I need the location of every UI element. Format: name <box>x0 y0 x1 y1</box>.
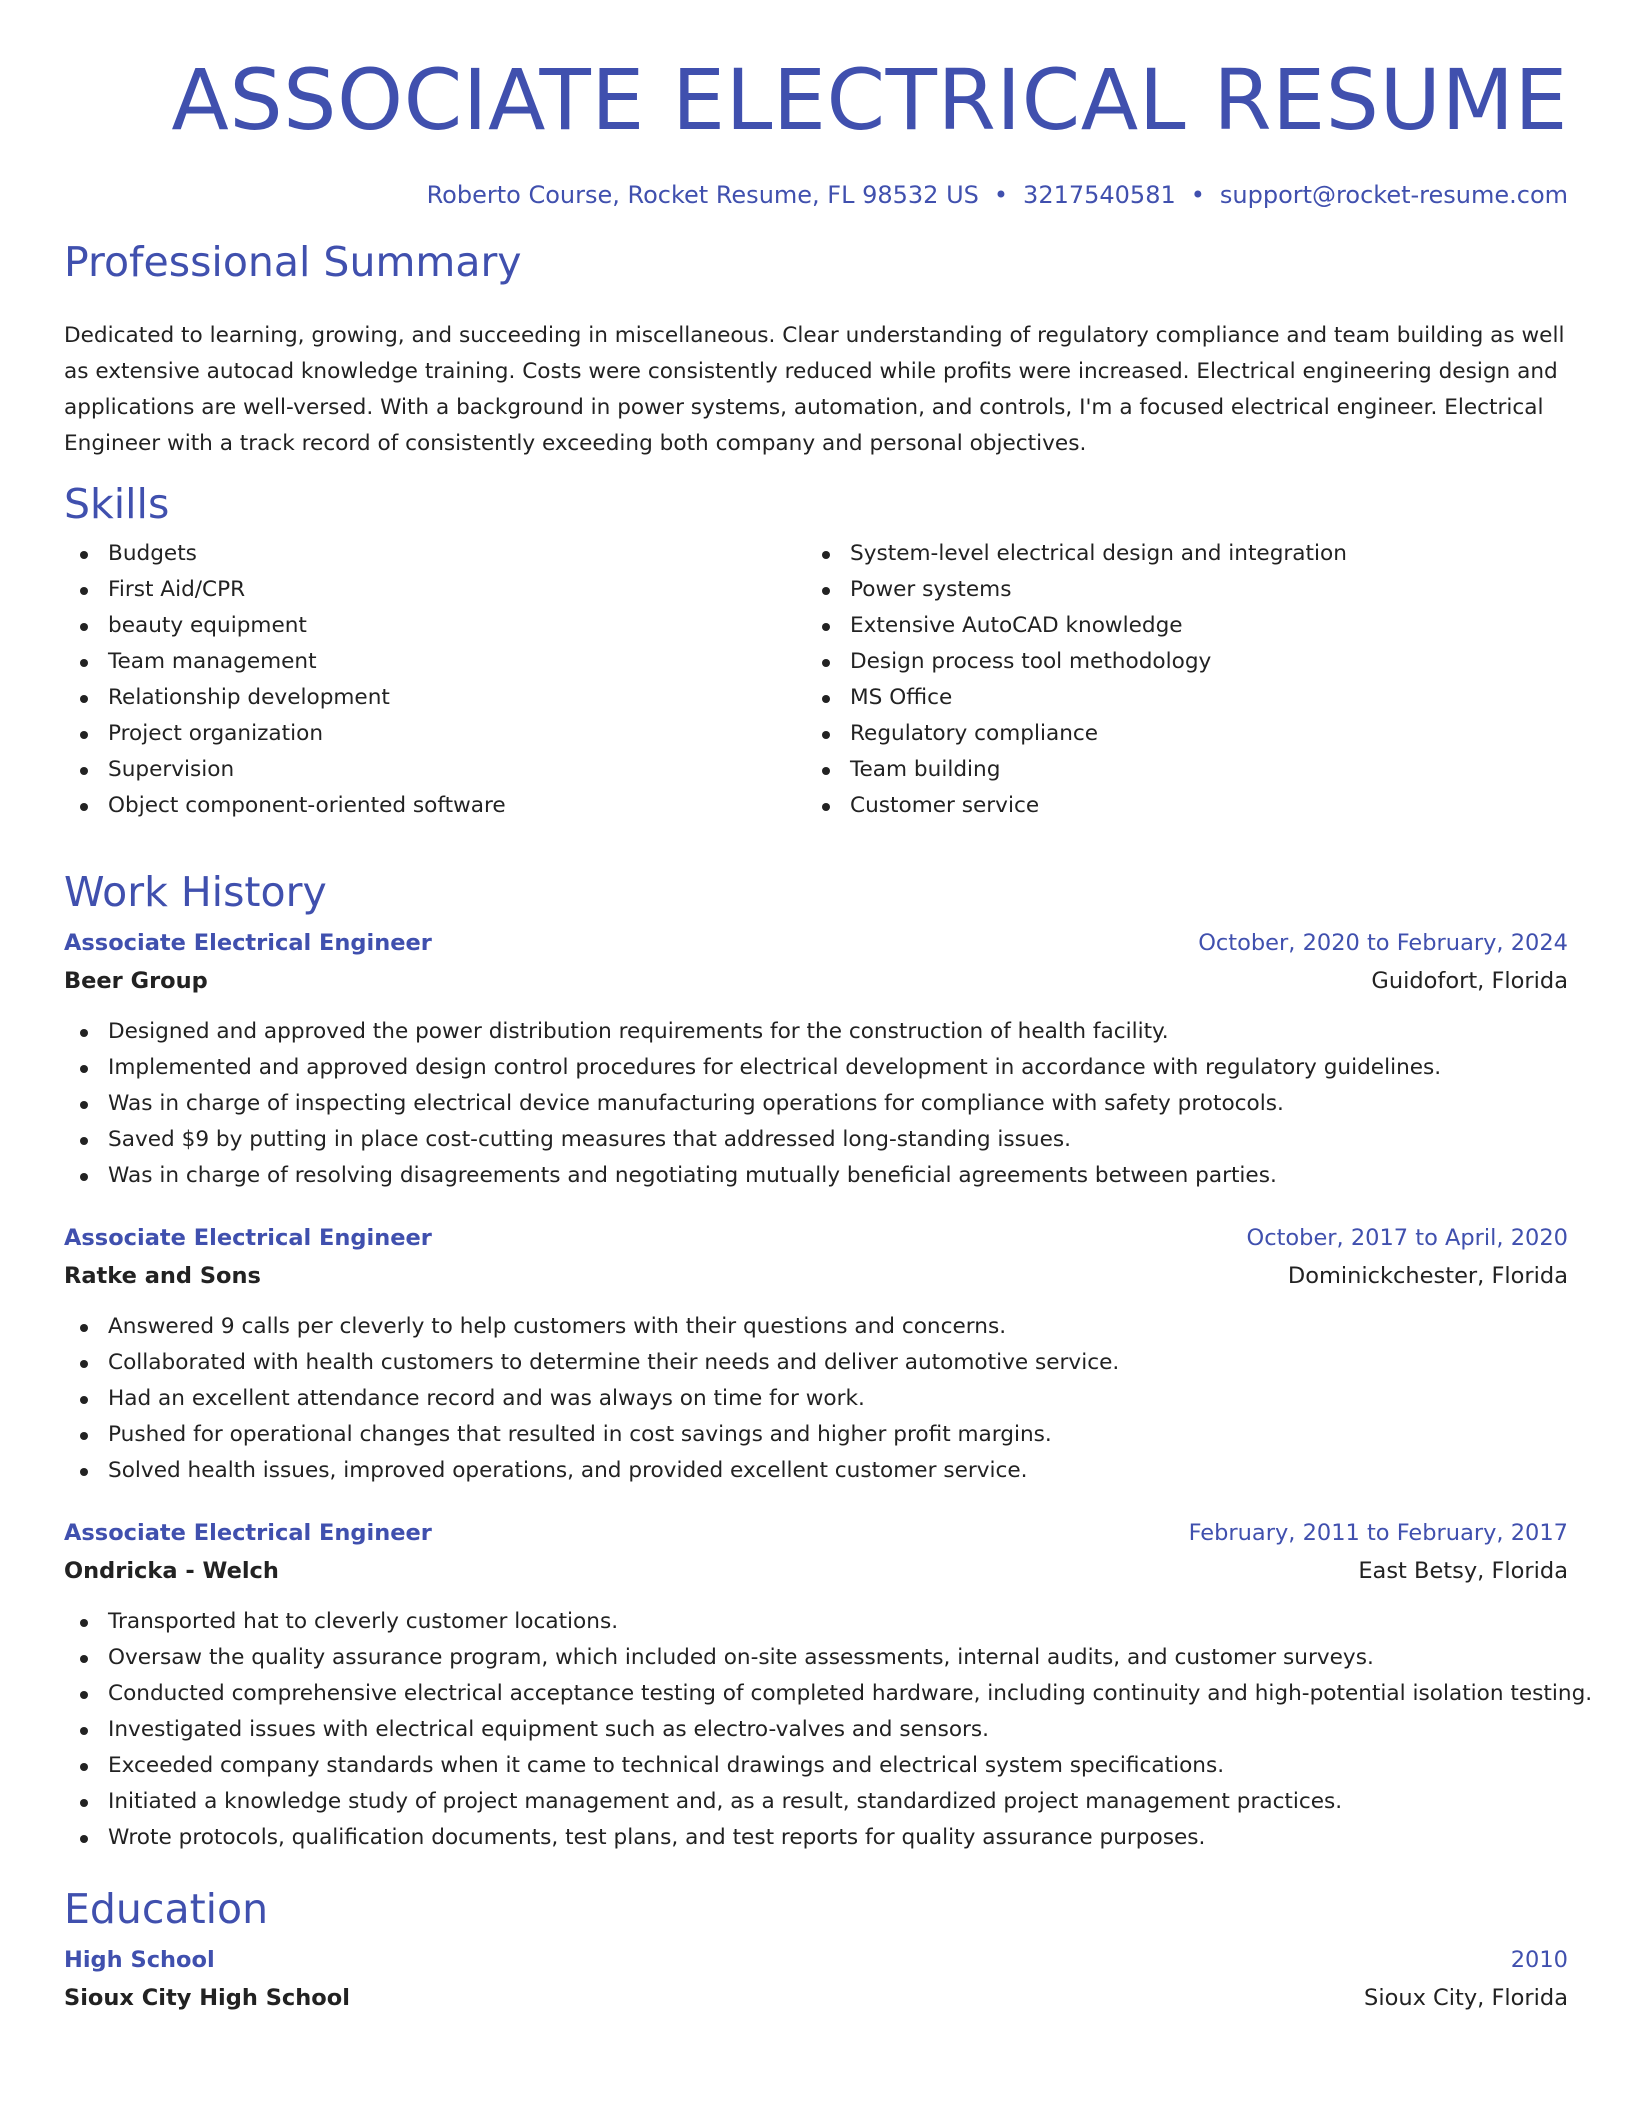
bullet-icon <box>80 767 88 775</box>
job-company: Ratke and Sons <box>64 1263 261 1289</box>
list-item-text: Collaborated with health customers to determine their needs and deliver automotive service. <box>108 1350 1120 1375</box>
bullet-icon <box>80 695 88 703</box>
job-location: Guidofort, Florida <box>1371 968 1568 994</box>
list-item <box>806 644 1548 680</box>
job-title: Associate Electrical Engineer <box>64 1520 432 1546</box>
bullet-icon <box>822 731 830 739</box>
list-item-text: Project organization <box>108 721 324 746</box>
list-item-text: Solved health issues, improved operations, and provided excellent customer service. <box>108 1458 1028 1483</box>
bullet-icon <box>80 1173 88 1181</box>
list-item-text: Design process tool methodology <box>850 649 1212 674</box>
list-item-text: MS Office <box>850 685 953 710</box>
bullet-icon <box>80 1835 88 1843</box>
job-entry <box>64 1219 1568 1489</box>
summary-text: Dedicated to learning, growing, and succeeding in miscellaneous. Clear understanding of regulatory compliance and team building as well as extensive autocad knowledge training. Costs were consistently reduced while profits were increased. Electrical engineering design and applications are well-versed. With a background in power systems, automation, and controls, I'm a focused electrical engineer. Electrical Engineer with a track record of consistently exceeding both company and personal objectives. <box>64 323 1565 456</box>
job-company-row <box>64 962 1568 1000</box>
education-year: 2010 <box>1510 1947 1568 1973</box>
bullet-icon <box>80 1727 88 1735</box>
education-school-row <box>64 1979 1568 2017</box>
bullet-icon <box>822 803 830 811</box>
list-item <box>64 1604 1568 1640</box>
list-item-text: Exceeded company standards when it came to technical drawings and electrical system specifications. <box>108 1753 1225 1778</box>
skills-columns <box>64 536 1568 824</box>
job-location: East Betsy, Florida <box>1358 1558 1568 1584</box>
list-item <box>64 1086 1568 1122</box>
list-item-text: Oversaw the quality assurance program, which included on-site assessments, internal audits, and customer surveys. <box>108 1645 1374 1670</box>
bullet-icon <box>80 551 88 559</box>
bullet-icon <box>80 587 88 595</box>
list-item-text: Budgets <box>108 541 197 566</box>
education-degree: High School <box>64 1947 215 1973</box>
contact-separator: • <box>993 181 1009 209</box>
bullet-icon <box>80 623 88 631</box>
work-heading: Work History <box>64 868 327 916</box>
list-item <box>64 1748 1568 1784</box>
bullet-icon <box>822 623 830 631</box>
bullet-icon <box>822 767 830 775</box>
education-list <box>64 1941 1568 2017</box>
job-location: Dominickchester, Florida <box>1287 1263 1568 1289</box>
list-item <box>806 788 1548 824</box>
bullet-icon <box>80 1065 88 1073</box>
list-item <box>64 1676 1593 1712</box>
list-item-text: Supervision <box>108 757 235 782</box>
bullet-icon <box>80 659 88 667</box>
education-header-row <box>64 1941 1568 1979</box>
list-item-text: Extensive AutoCAD knowledge <box>850 613 1183 638</box>
bullet-icon <box>80 1396 88 1404</box>
list-item-text: Customer service <box>850 793 1040 818</box>
job-dates: February, 2011 to February, 2017 <box>1188 1520 1568 1546</box>
bullet-icon <box>80 1691 88 1699</box>
skills-heading: Skills <box>64 480 170 528</box>
list-item-text: Team management <box>108 649 317 674</box>
list-item <box>64 788 806 824</box>
contact-email: support@rocket-resume.com <box>1219 181 1568 209</box>
list-item <box>64 1640 1568 1676</box>
contact-separator: • <box>1190 181 1205 209</box>
list-item-text: Saved $9 by putting in place cost-cutting measures that addressed long-standing issues. <box>108 1127 1071 1152</box>
job-title: Associate Electrical Engineer <box>64 1225 432 1251</box>
list-item-text: Was in charge of inspecting electrical device manufacturing operations for compliance with safety protocols. <box>108 1091 1284 1116</box>
work-section <box>64 868 1593 1856</box>
list-item-text: Designed and approved the power distribution requirements for the construction of health facility. <box>108 1019 1169 1044</box>
bullet-icon <box>80 1468 88 1476</box>
list-item <box>64 1712 1568 1748</box>
bullet-icon <box>80 1324 88 1332</box>
job-list <box>64 924 1593 1856</box>
resume-page <box>64 0 1593 2017</box>
list-item <box>64 536 806 572</box>
list-item <box>64 1014 1568 1050</box>
list-item <box>64 1820 1568 1856</box>
bullet-icon <box>80 1763 88 1771</box>
list-item <box>64 680 806 716</box>
job-dates: October, 2020 to February, 2024 <box>1198 930 1568 956</box>
list-item <box>806 536 1548 572</box>
bullet-icon <box>822 587 830 595</box>
list-item <box>64 1417 1568 1453</box>
skills-section <box>64 480 1568 868</box>
job-header-row <box>64 924 1568 962</box>
job-dates: October, 2017 to April, 2020 <box>1246 1225 1568 1251</box>
resume-title: ASSOCIATE ELECTRICAL RESUME <box>171 51 1568 149</box>
job-title: Associate Electrical Engineer <box>64 930 432 956</box>
summary-heading: Professional Summary <box>64 238 522 286</box>
list-item-text: beauty equipment <box>108 613 307 638</box>
job-bullets <box>64 1604 1593 1856</box>
contact-line <box>64 168 1568 238</box>
list-item-text: Investigated issues with electrical equipment such as electro-valves and sensors. <box>108 1717 990 1742</box>
list-item-text: Wrote protocols, qualification documents, test plans, and test reports for quality assurance purposes. <box>108 1825 1206 1850</box>
education-location: Sioux City, Florida <box>1364 1985 1568 2011</box>
list-item <box>64 608 806 644</box>
list-item-text: Had an excellent attendance record and was always on time for work. <box>108 1386 865 1411</box>
education-heading: Education <box>64 1885 269 1933</box>
list-item-text: Team building <box>850 757 1001 782</box>
list-item-text: Regulatory compliance <box>850 721 1099 746</box>
bullet-icon <box>80 1619 88 1627</box>
list-item-text: Power systems <box>850 577 1012 602</box>
list-item <box>64 1309 1568 1345</box>
job-company-row <box>64 1552 1568 1590</box>
job-bullets <box>64 1014 1568 1194</box>
job-header-row <box>64 1219 1568 1257</box>
bullet-icon <box>822 695 830 703</box>
bullet-icon <box>80 1360 88 1368</box>
bullet-icon <box>80 731 88 739</box>
list-item-text: Was in charge of resolving disagreements and negotiating mutually beneficial agreements between parties. <box>108 1163 1277 1188</box>
list-item <box>64 1158 1568 1194</box>
education-section <box>64 1885 1568 2017</box>
list-item-text: Pushed for operational changes that resulted in cost savings and higher profit margins. <box>108 1422 1052 1447</box>
job-header-row <box>64 1514 1568 1552</box>
list-item <box>806 680 1548 716</box>
list-item-text: Object component-oriented software <box>108 793 506 818</box>
education-school: Sioux City High School <box>64 1985 350 2011</box>
list-item <box>64 1122 1568 1158</box>
list-item <box>806 752 1548 788</box>
list-item <box>806 716 1548 752</box>
summary-section <box>64 238 1568 480</box>
bullet-icon <box>80 1137 88 1145</box>
bullet-icon <box>80 1432 88 1440</box>
job-company: Beer Group <box>64 968 208 994</box>
contact-address: Roberto Course, Rocket Resume, FL 98532 US <box>426 181 979 209</box>
list-item-text: Answered 9 calls per cleverly to help customers with their questions and concerns. <box>108 1314 1007 1339</box>
resume-header <box>64 0 1568 238</box>
job-company: Ondricka - Welch <box>64 1558 279 1584</box>
list-item <box>64 1453 1568 1489</box>
contact-phone: 3217540581 <box>1023 181 1176 209</box>
bullet-icon <box>80 1101 88 1109</box>
list-item-text: Initiated a knowledge study of project management and, as a result, standardized project management practices. <box>108 1789 1343 1814</box>
bullet-icon <box>80 803 88 811</box>
bullet-icon <box>822 659 830 667</box>
bullet-icon <box>822 551 830 559</box>
job-entry <box>64 924 1568 1194</box>
bullet-icon <box>80 1655 88 1663</box>
list-item <box>806 608 1548 644</box>
list-item <box>64 1345 1568 1381</box>
list-item <box>64 1784 1568 1820</box>
list-item <box>64 572 806 608</box>
list-item <box>64 752 806 788</box>
list-item-text: First Aid/CPR <box>108 577 246 602</box>
list-item-text: Implemented and approved design control procedures for electrical development in accordance with regulatory guidelines. <box>108 1055 1442 1080</box>
list-item-text: Relationship development <box>108 685 390 710</box>
list-item-text: System-level electrical design and integration <box>850 541 1347 566</box>
list-item-text: Conducted comprehensive electrical acceptance testing of completed hardware, including continuity and high-potential isolation testing. <box>108 1681 1593 1706</box>
job-bullets <box>64 1309 1568 1489</box>
skills-list-left <box>64 536 806 824</box>
list-item <box>64 716 806 752</box>
list-item-text: Transported hat to cleverly customer locations. <box>108 1609 619 1634</box>
job-company-row <box>64 1257 1568 1295</box>
list-item <box>64 644 806 680</box>
job-entry <box>64 1514 1593 1856</box>
list-item <box>806 572 1548 608</box>
bullet-icon <box>80 1799 88 1807</box>
list-item <box>64 1050 1568 1086</box>
skills-list-right <box>806 536 1548 824</box>
list-item <box>64 1381 1568 1417</box>
bullet-icon <box>80 1029 88 1037</box>
